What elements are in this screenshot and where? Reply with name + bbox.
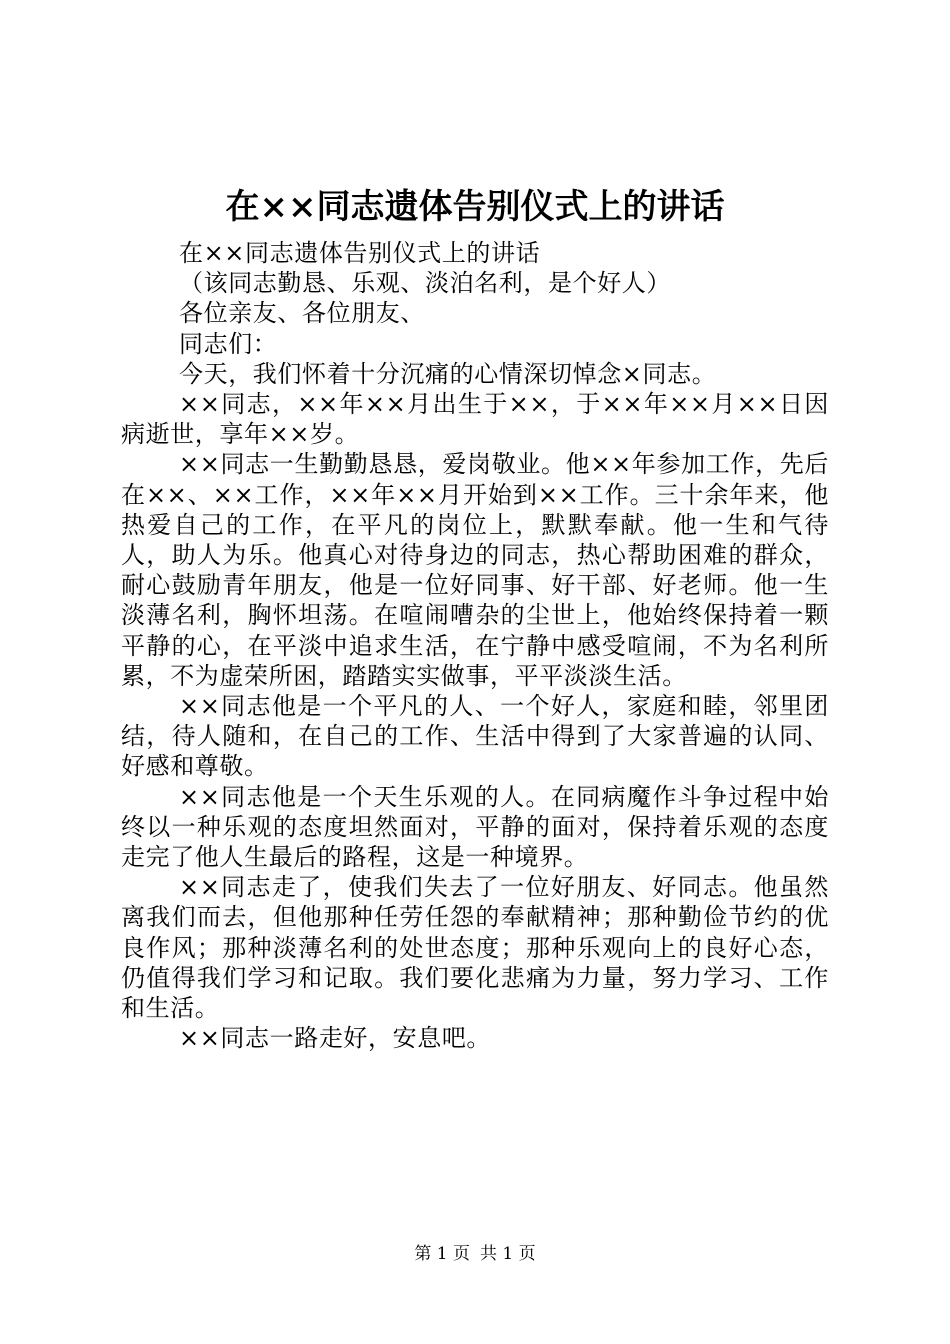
- paragraph-character: ××同志他是一个平凡的人、一个好人，家庭和睦，邻里团结，待人随和，在自己的工作、生活中得到了大家普遍的认同、好感和尊敬。: [121, 692, 829, 781]
- page-total: 共 1 页: [480, 1244, 536, 1264]
- paragraph-career: ××同志一生勤勤恳恳，爱岗敬业。他××年参加工作，先后在××、××工作，××年××月开始到××工作。三十余年来，他热爱自己的工作，在平凡的岗位上，默默奉献。他一生和气待人，助人为乐。他真心对待身边的同志，热心帮助困难的群众，耐心鼓励青年朋友，他是一位好同事、好干部、好老师。他一生淡薄名利，胸怀坦荡。在喧闹嘈杂的尘世上，他始终保持着一颗平静的心，在平淡中追求生活，在宁静中感受喧闹，不为名利所累，不为虚荣所困，踏踏实实做事，平平淡淡生活。: [121, 450, 829, 690]
- paragraph-greeting: 各位亲友、各位朋友、: [179, 299, 425, 328]
- page-footer: [0, 1242, 950, 1266]
- page-number: 第 1 页: [414, 1244, 470, 1264]
- paragraph-opening: 今天，我们怀着十分沉痛的心情深切悼念×同志。: [179, 359, 717, 388]
- document-body: [121, 238, 829, 1053]
- paragraph-biography: ××同志，××年××月出生于××，于××年××月××日因病逝世，享年××岁。: [121, 390, 829, 449]
- paragraph-subtitle-note: （该同志勤恳、乐观、淡泊名利，是个好人）: [179, 269, 671, 298]
- paragraph-greeting-comrades: 同志们：: [179, 329, 278, 358]
- document-title: 在××同志遗体告别仪式上的讲话: [225, 187, 725, 227]
- paragraph-legacy: ××同志走了，使我们失去了一位好朋友、好同志。他虽然离我们而去，但他那种任劳任怨的奉献精神；那种勤俭节约的优良作风；那种淡薄名利的处世态度；那种乐观向上的良好心态，仍值得我们学习和记取。我们要化悲痛为力量，努力学习、工作和生活。: [121, 873, 829, 1023]
- paragraph-farewell: ××同志一路走好，安息吧。: [179, 1024, 492, 1053]
- paragraph-heading: 在××同志遗体告别仪式上的讲话: [179, 239, 541, 267]
- paragraph-optimism: ××同志他是一个天生乐观的人。在同病魔作斗争过程中始终以一种乐观的态度坦然面对，平静的面对，保持着乐观的态度走完了他人生最后的路程，这是一种境界。: [121, 782, 829, 872]
